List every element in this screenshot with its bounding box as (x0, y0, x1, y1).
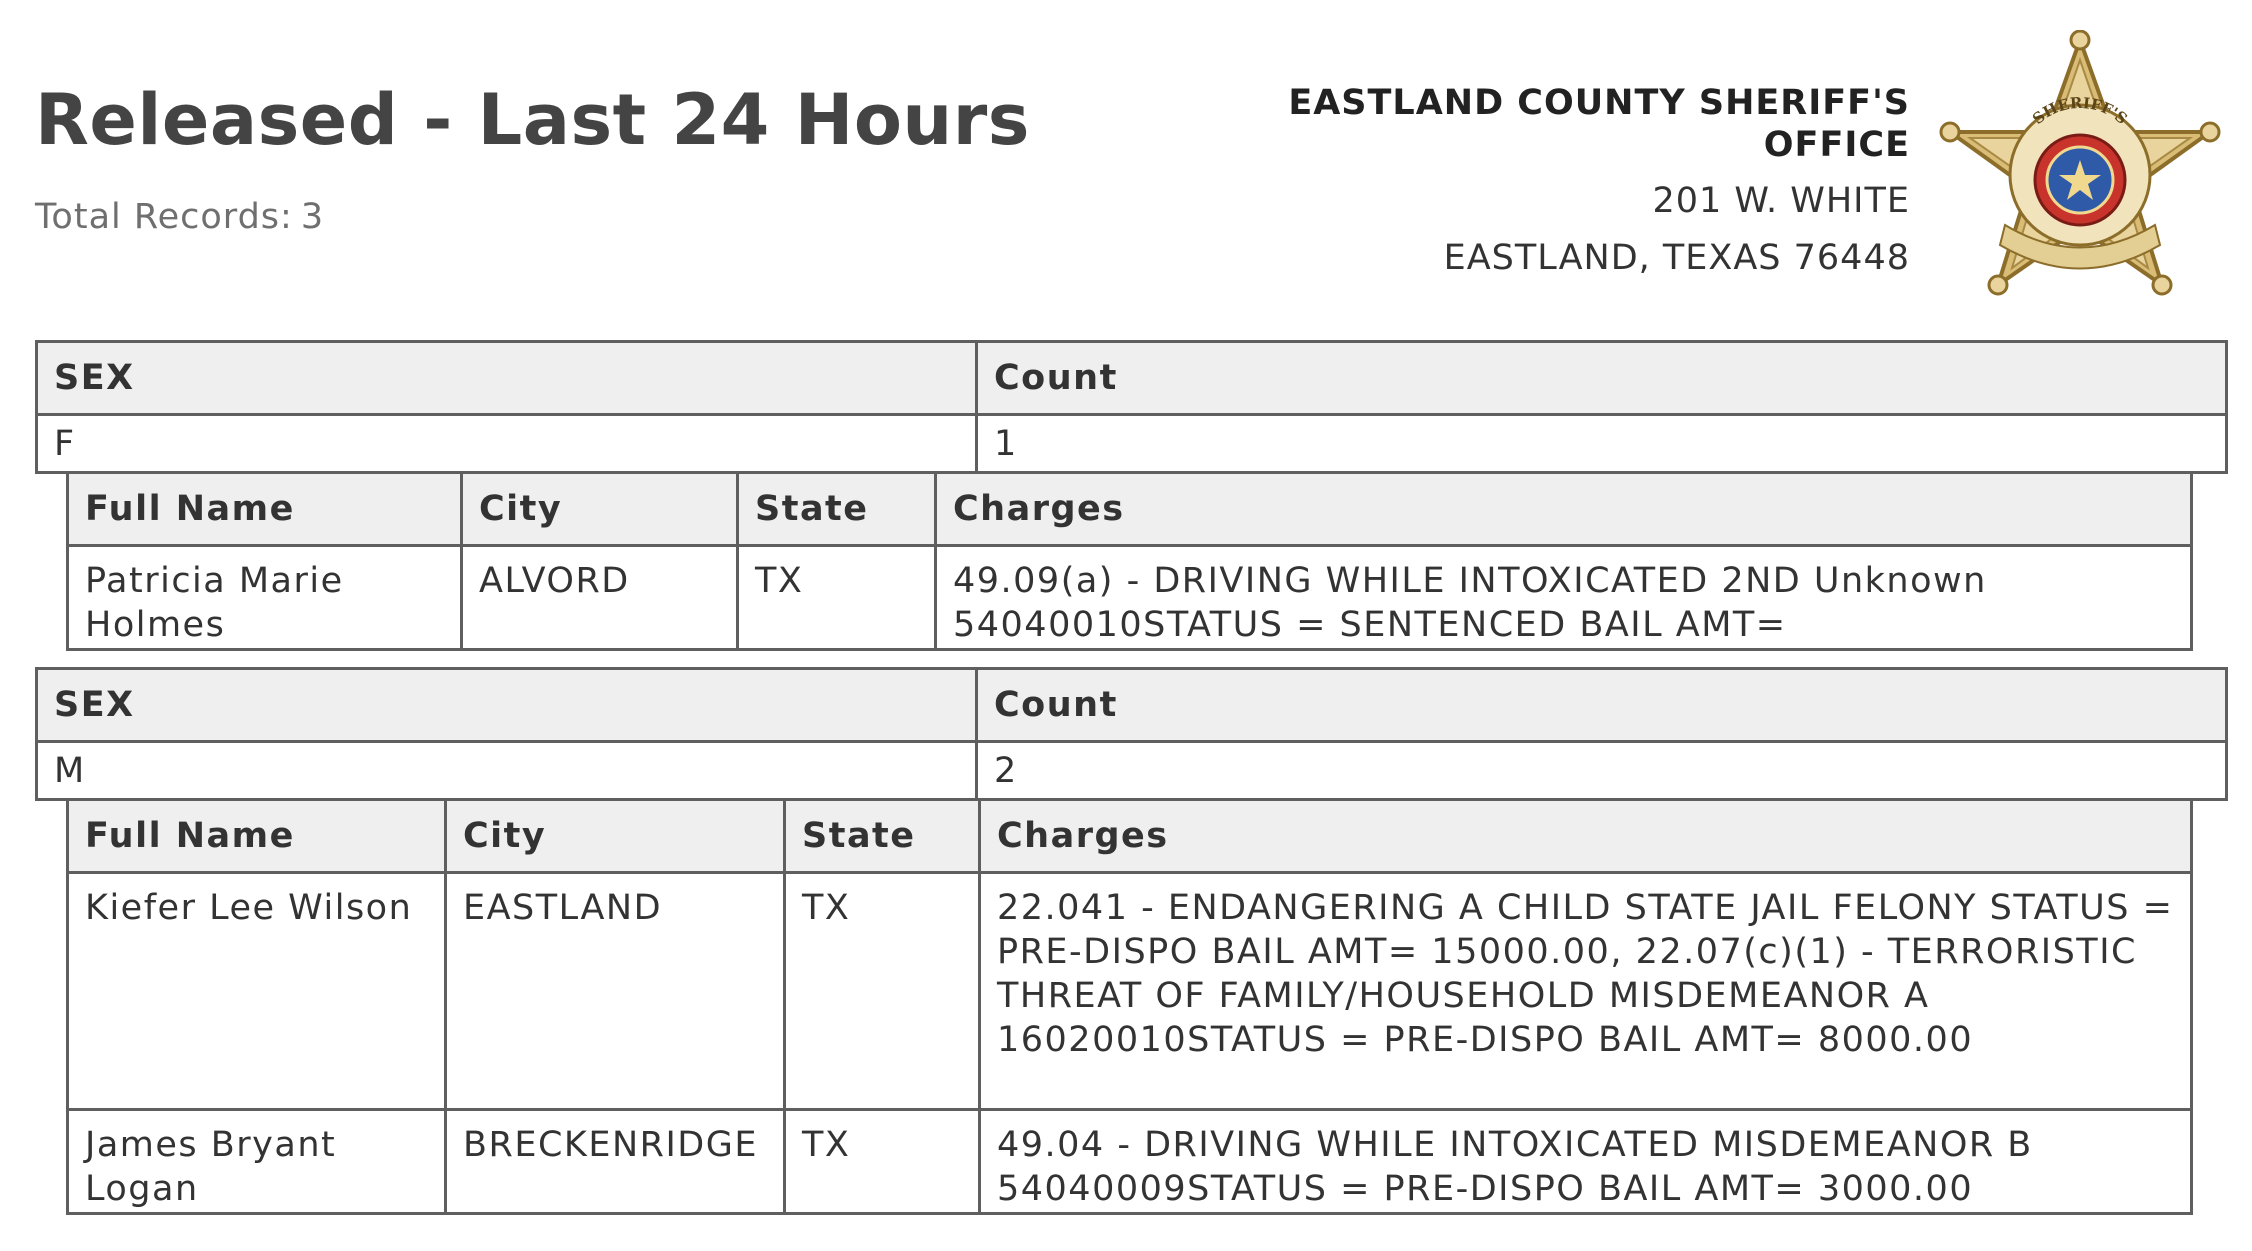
state-header: State (785, 800, 980, 873)
table-row (68, 873, 2192, 1110)
sex-value: F (37, 415, 977, 473)
records-table-m (66, 798, 2193, 1215)
sex-header: SEX (37, 342, 977, 415)
city-header: City (446, 800, 785, 873)
agency-info (1210, 82, 1910, 278)
group-table-f (35, 340, 2228, 474)
charges-cell: 49.09(a) - DRIVING WHILE INTOXICATED 2ND Unknown 54040010STATUS = SENTENCED BAIL AMT= (936, 546, 2192, 650)
count-value: 1 (977, 415, 2227, 473)
sex-value: M (37, 742, 977, 800)
charges-cell: 22.041 - ENDANGERING A CHILD STATE JAIL FELONY STATUS = PRE-DISPO BAIL AMT= 15000.00, 22.07(c)(1) - TERRORISTIC THREAT OF FAMILY/HOUSEHOLD MISDEMEANOR A 16020010STATUS = PRE-DISPO BAIL AMT= 8000.00 (980, 873, 2192, 1110)
sheriff-star-badge-icon (1935, 30, 2225, 305)
state-cell: TX (738, 546, 936, 650)
report-title: Released - Last 24 Hours (35, 79, 1030, 161)
city-cell: ALVORD (462, 546, 738, 650)
full-name-header: Full Name (68, 800, 446, 873)
state-cell: TX (785, 873, 980, 1110)
city-header: City (462, 473, 738, 546)
agency-address-line1: 201 W. WHITE (1652, 181, 1910, 221)
full-name-cell: James Bryant Logan (68, 1110, 446, 1214)
charges-header: Charges (980, 800, 2192, 873)
total-records-value: 3 (300, 197, 325, 237)
city-cell: BRECKENRIDGE (446, 1110, 785, 1214)
agency-address-line2: EASTLAND, TEXAS 76448 (1443, 238, 1910, 278)
table-row (68, 1110, 2192, 1214)
records-table-f (66, 471, 2193, 651)
total-records (35, 197, 324, 237)
state-header: State (738, 473, 936, 546)
table-row (68, 546, 2192, 650)
full-name-cell: Kiefer Lee Wilson (68, 873, 446, 1110)
count-value: 2 (977, 742, 2227, 800)
total-records-label: Total Records: (35, 197, 293, 237)
state-cell: TX (785, 1110, 980, 1214)
full-name-header: Full Name (68, 473, 462, 546)
group-table-m (35, 667, 2228, 801)
full-name-cell: Patricia Marie Holmes (68, 546, 462, 650)
count-header: Count (977, 342, 2227, 415)
badge-text-top: SHERIFF'S (2029, 93, 2131, 128)
city-cell: EASTLAND (446, 873, 785, 1110)
count-header: Count (977, 669, 2227, 742)
sex-header: SEX (37, 669, 977, 742)
agency-name: EASTLAND COUNTY SHERIFF'S OFFICE (1288, 83, 1910, 165)
charges-cell: 49.04 - DRIVING WHILE INTOXICATED MISDEMEANOR B 54040009STATUS = PRE-DISPO BAIL AMT= 3000.00 (980, 1110, 2192, 1214)
charges-header: Charges (936, 473, 2192, 546)
